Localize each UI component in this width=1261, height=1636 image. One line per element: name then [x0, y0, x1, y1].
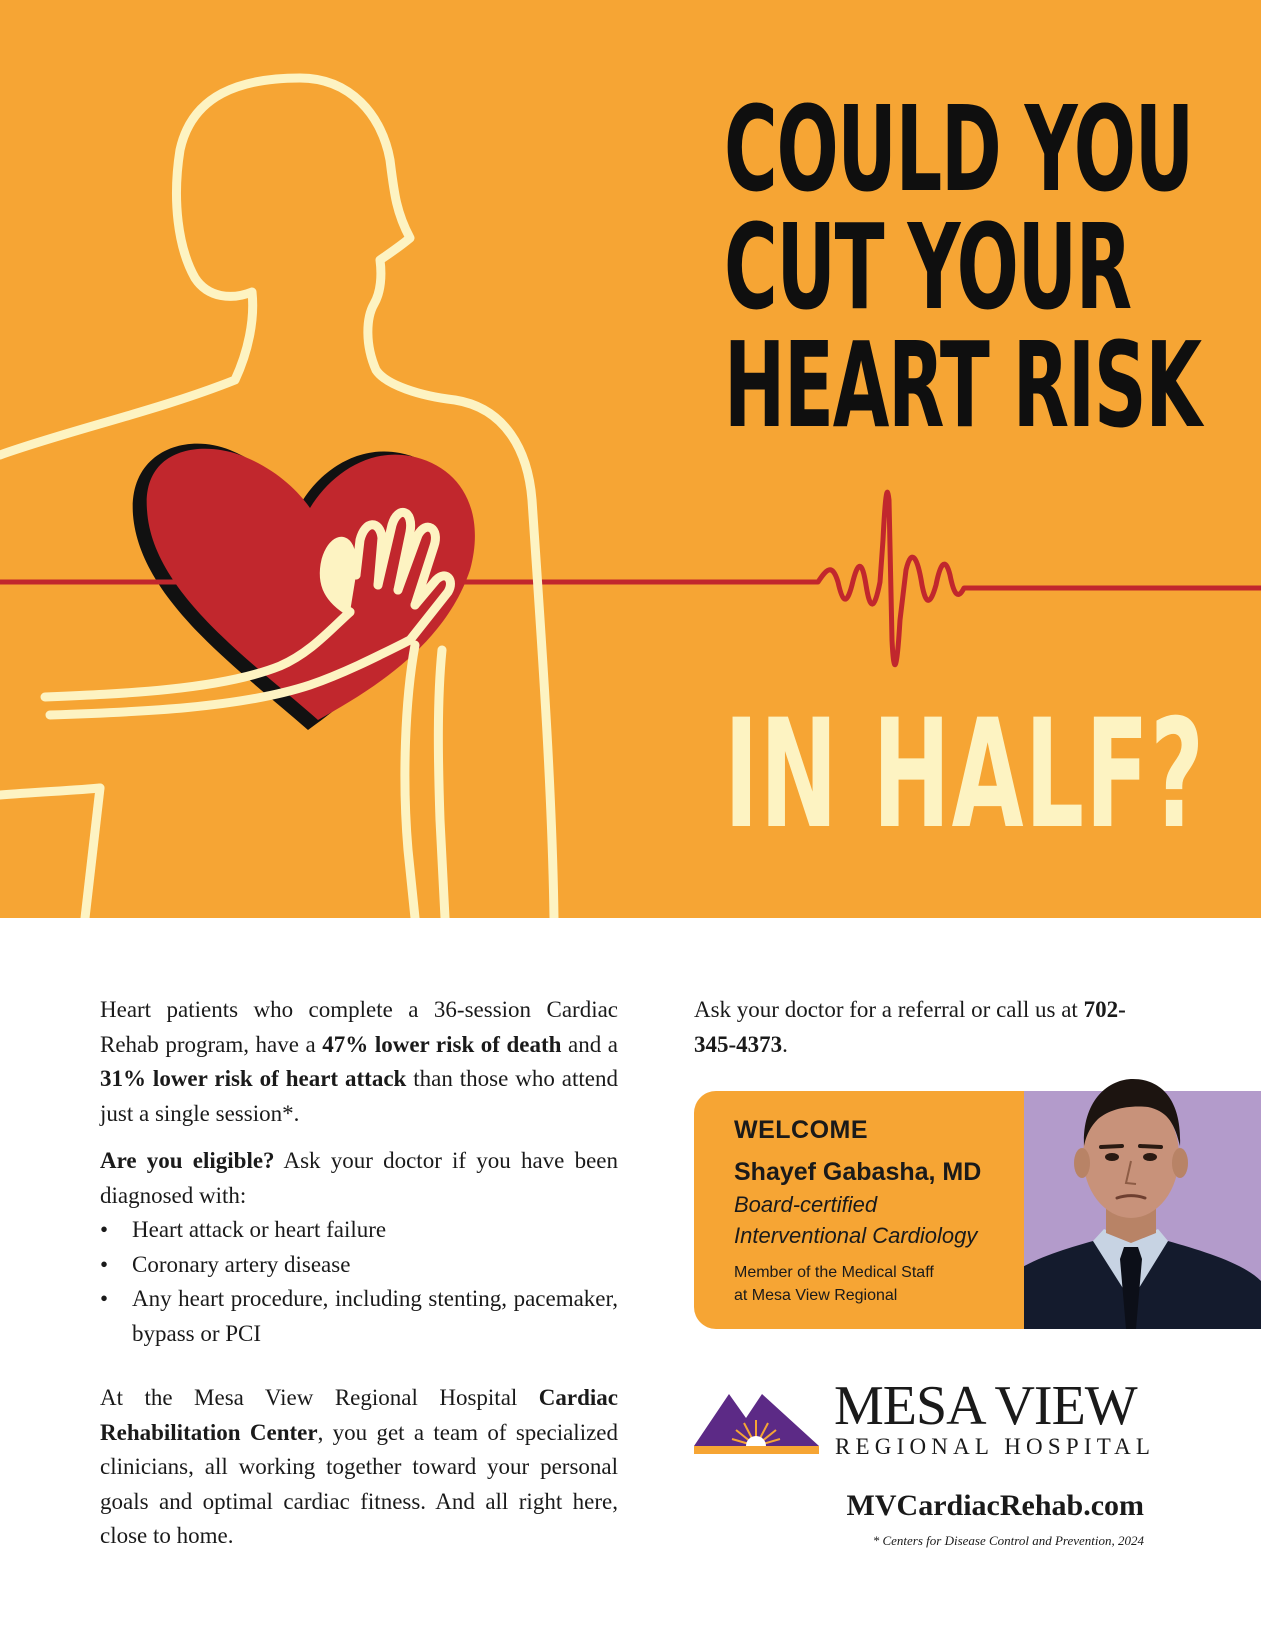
doctor-portrait-icon: [998, 1091, 1261, 1329]
referral-paragraph: [694, 993, 1164, 1062]
center-text-a: At the Mesa View Regional Hospital: [100, 1385, 539, 1410]
list-item-text: Coronary artery disease: [132, 1251, 351, 1277]
phone-suffix: .: [782, 1031, 788, 1057]
stats-text-d: than those who attend just a single session*.: [100, 1066, 618, 1126]
list-item: [100, 1248, 618, 1283]
website-link[interactable]: MVCardiacRehab.com: [846, 1489, 1144, 1522]
center-name: Cardiac Rehabilitation Center: [100, 1385, 618, 1445]
hospital-name: MESA VIEW: [834, 1375, 1137, 1437]
stat-heart-attack-risk: 31% lower risk of heart attack: [100, 1066, 407, 1091]
referral-text: Ask your doctor for a referral or call us at: [694, 997, 1084, 1022]
doctor-card: [694, 1091, 1261, 1329]
stats-paragraph: [100, 993, 618, 1131]
membership-line-2: at Mesa View Regional: [734, 1287, 898, 1304]
bullet-icon: •: [100, 1251, 109, 1277]
doctor-name: Shayef Gabasha, MD: [734, 1158, 982, 1186]
list-item-text: Any heart procedure, including stenting, pacemaker, bypass or PCI: [132, 1286, 618, 1346]
eligibility-question: Are you eligible?: [100, 1148, 275, 1173]
doctor-membership: [734, 1261, 1024, 1307]
hospital-logo: [694, 1375, 1156, 1459]
doctor-info-panel: [694, 1091, 1024, 1329]
headline-line-1: COULD YOU: [724, 80, 1193, 218]
subhead: IN HALF?: [724, 688, 1206, 862]
bullet-icon: •: [100, 1286, 109, 1311]
welcome-label: WELCOME: [734, 1116, 869, 1144]
list-item-text: Heart attack or heart failure: [132, 1217, 387, 1242]
phone-number[interactable]: 702-345-4373: [694, 997, 1126, 1057]
center-text-b: , you get a team of specialized clinicians, all working together toward your personal goals and optimal cardiac fitness. And all right here, close to home.: [100, 1419, 619, 1548]
headline-line-3: HEART RISK: [724, 316, 1201, 454]
doctor-info: [734, 1113, 1024, 1307]
stat-death-risk: 47% lower risk of death: [322, 1031, 562, 1057]
list-item: [100, 1282, 618, 1351]
mountain-sunburst-icon: [694, 1384, 819, 1454]
stats-text-a: Heart patients who complete a 36-session Cardiac Rehab program, have a: [100, 997, 618, 1057]
footnote: * Centers for Disease Control and Prevention, 2024: [872, 1533, 1144, 1548]
left-column: [100, 993, 618, 1554]
eligibility-paragraph: [100, 1144, 618, 1213]
list-item: [100, 1213, 618, 1248]
membership-line-1: Member of the Medical Staff: [734, 1264, 934, 1281]
doctor-photo: [998, 1091, 1261, 1329]
eligibility-list: [100, 1213, 618, 1351]
bullet-icon: •: [100, 1217, 109, 1242]
referral-block: [694, 993, 1164, 1062]
doctor-title-line-1: Board-certified: [734, 1192, 878, 1217]
hospital-subtitle: REGIONAL HOSPITAL: [835, 1434, 1156, 1459]
center-paragraph: [100, 1381, 618, 1554]
doctor-title-line-2: Interventional Cardiology: [734, 1223, 978, 1248]
headline: [724, 80, 1201, 454]
headline-line-2: CUT YOUR: [724, 198, 1131, 336]
stats-text-c: and a: [561, 1031, 618, 1057]
eligibility-text: Ask your doctor if you have been diagnosed with:: [100, 1148, 619, 1208]
